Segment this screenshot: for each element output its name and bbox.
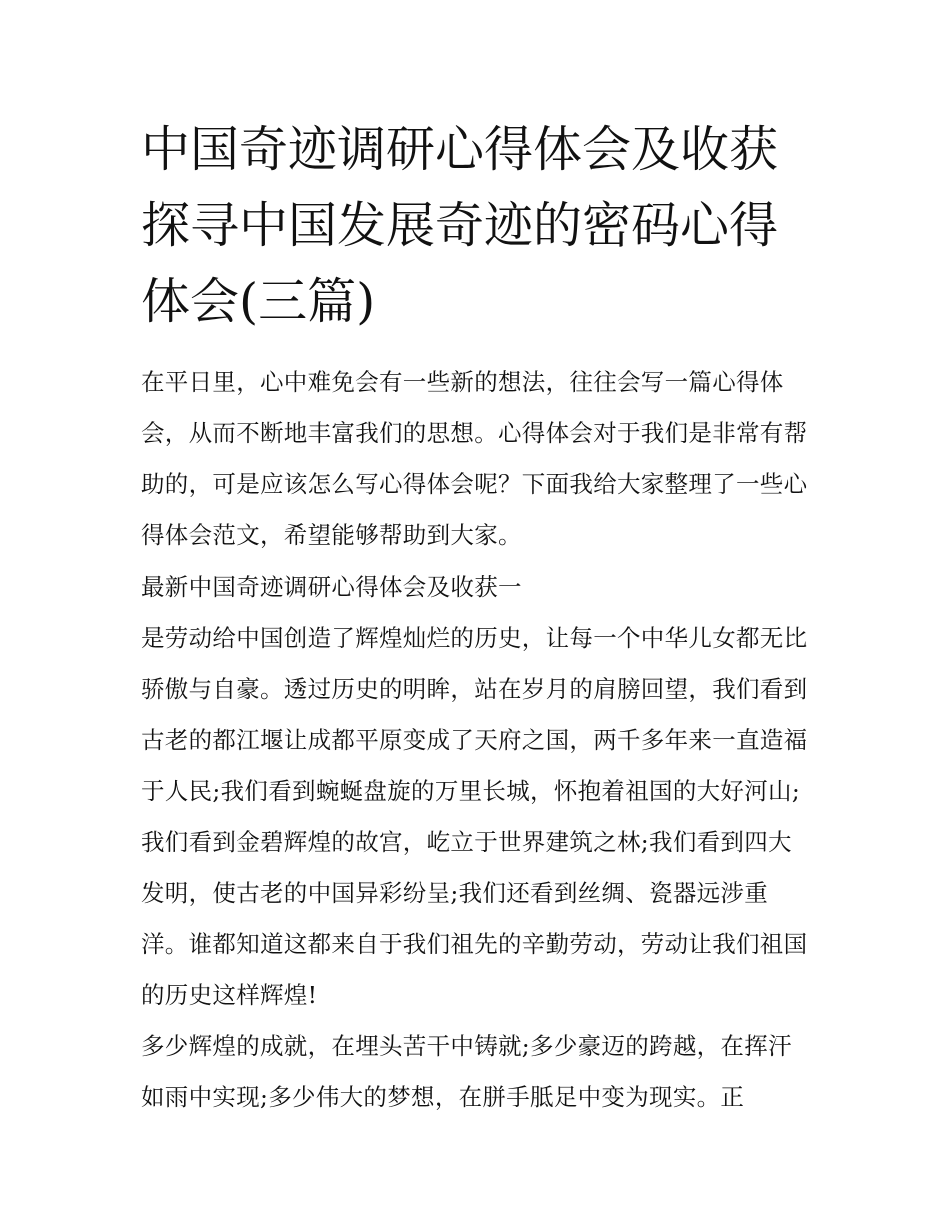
intro-paragraph: 在平日里，心中难免会有一些新的想法，往往会写一篇心得体会，从而不断地丰富我们的思想。心得体会对于我们是非常有帮助的，可是应该怎么写心得体会呢？下面我给大家整理了一些心得体会范文，希望能够帮助到大家。 bbox=[141, 368, 808, 549]
section-heading: 最新中国奇迹调研心得体会及收获一 bbox=[141, 573, 522, 601]
document-title: 中国奇迹调研心得体会及收获探寻中国发展奇迹的密码心得体会(三篇) bbox=[141, 121, 779, 330]
document-page bbox=[141, 112, 813, 1123]
document-body bbox=[141, 357, 813, 1123]
body-paragraph-2: 多少辉煌的成就，在埋头苦干中铸就;多少豪迈的跨越，在挥汗如雨中实现;多少伟大的梦想，在胼手胝足中变为现实。正 bbox=[141, 1032, 792, 1111]
body-paragraph-1: 是劳动给中国创造了辉煌灿烂的历史，让每一个中华儿女都无比骄傲与自豪。透过历史的明眸，站在岁月的肩膀回望，我们看到古老的都江堰让成都平原变成了天府之国，两千多年来一直造福于人民;我们看到蜿蜒盘旋的万里长城，怀抱着祖国的大好河山;我们看到金碧辉煌的故宫，屹立于世界建筑之林;我们看到四大发明，使古老的中国异彩纷呈;我们还看到丝绸、瓷器远涉重洋。谁都知道这都来自于我们祖先的辛勤劳动，劳动让我们祖国的历史这样辉煌! bbox=[141, 624, 808, 1009]
